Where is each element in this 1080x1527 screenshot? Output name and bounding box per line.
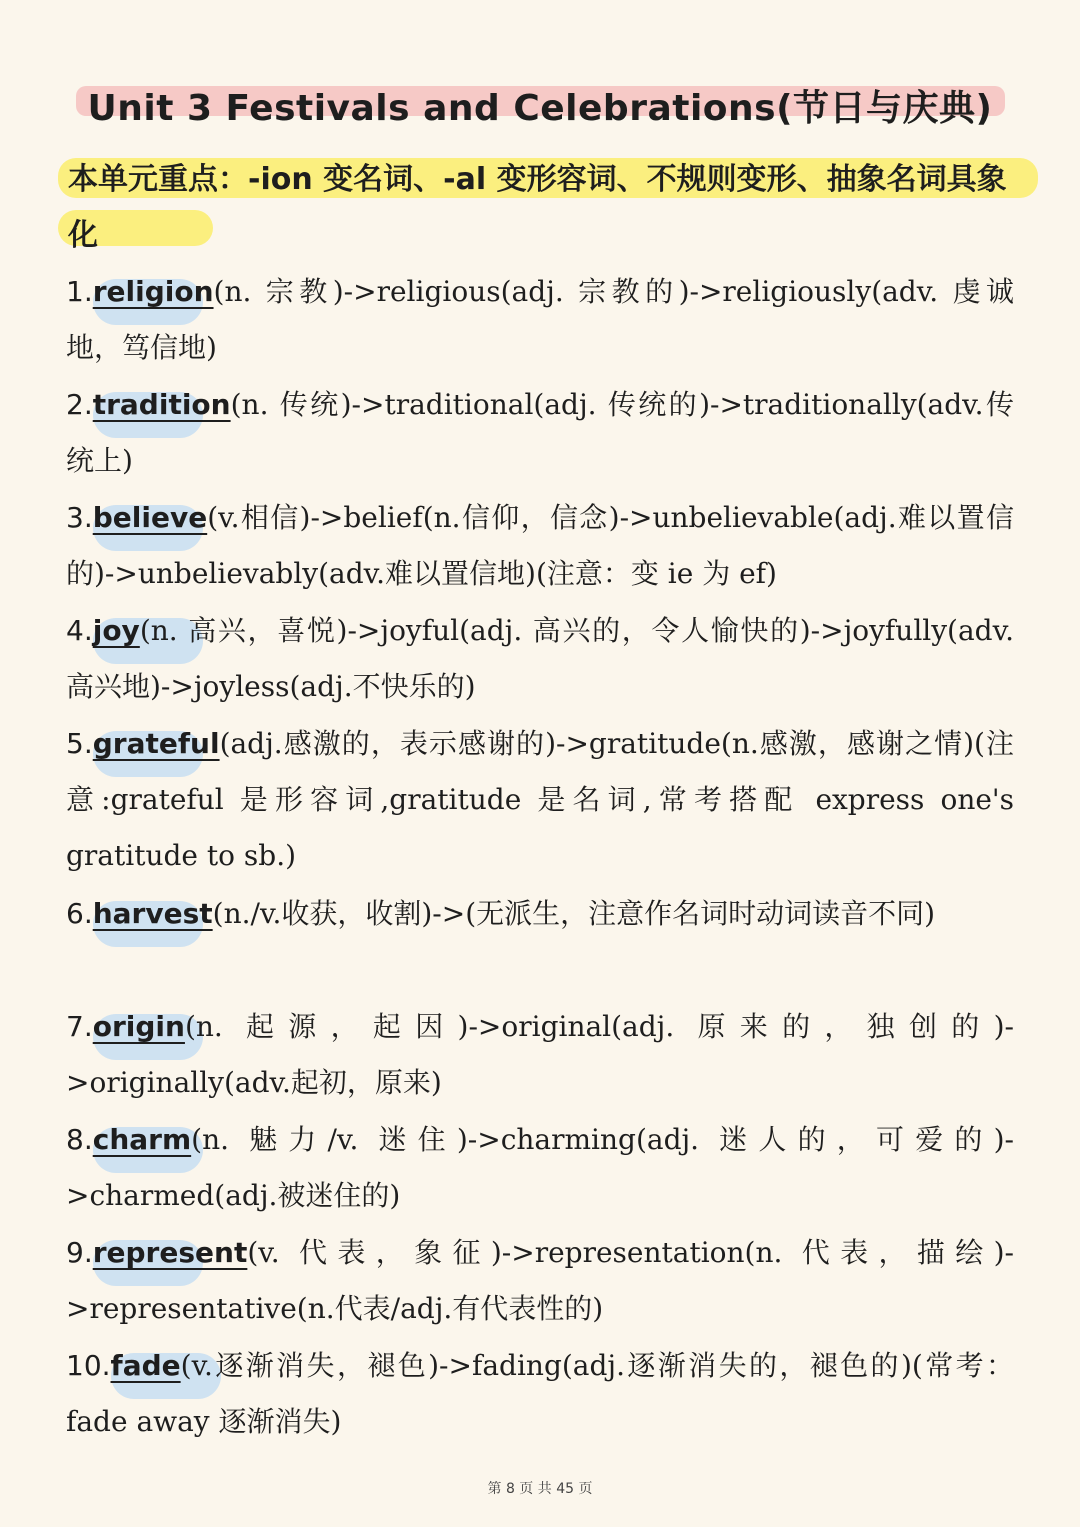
entry-word: joy xyxy=(92,614,140,647)
entry-derivatives: (adj.感激的，表示感谢的)->gratitude(n.感激，感谢之情)(注意:grateful 是形容词,gratitude 是名词,常考搭配 express one's gratitude to sb.) xyxy=(66,727,1014,872)
entry-number: 3. xyxy=(66,501,93,534)
entry-number: 1. xyxy=(66,275,93,308)
vocab-entry xyxy=(66,1225,1014,1337)
entry-number: 5. xyxy=(66,727,93,760)
entry-derivatives: (n. 传统)->traditional(adj. 传统的)->traditionally(adv.传统上) xyxy=(66,388,1014,477)
entry-number: 4. xyxy=(66,614,93,647)
entry-number: 9. xyxy=(66,1236,93,1269)
entry-derivatives: (n. 宗教)->religious(adj. 宗教的)->religiously(adv. 虔诚地，笃信地) xyxy=(66,275,1014,364)
entry-word: fade xyxy=(110,1349,181,1382)
entry-derivatives: (n. 高兴，喜悦)->joyful(adj. 高兴的，令人愉快的)->joyfully(adv.高兴地)->joyless(adj.不快乐的) xyxy=(66,614,1014,703)
entry-derivatives: (v.逐渐消失，褪色)->fading(adj.逐渐消失的，褪色的)(常考：fade away 逐渐消失) xyxy=(66,1349,1014,1438)
entry-number: 7. xyxy=(66,1010,93,1043)
title-block xyxy=(0,80,1080,131)
entry-word: charm xyxy=(92,1123,192,1156)
entry-word: believe xyxy=(92,501,208,534)
vocab-entry xyxy=(66,999,1014,1111)
entry-derivatives: (v.相信)->belief(n.信仰，信念)->unbelievable(adj.难以置信的)->unbelievably(adv.难以置信地)(注意：变 ie 为 ef) xyxy=(66,501,1014,590)
entry-derivatives: (n. 起源，起因)->original(adj. 原来的，独创的)->originally(adv.起初，原来) xyxy=(66,1010,1014,1099)
entry-word: religion xyxy=(92,275,214,308)
vocab-entry xyxy=(66,886,1014,942)
entry-derivatives: (n. 魅力/v. 迷住)->charming(adj. 迷人的，可爱的)->charmed(adj.被迷住的) xyxy=(66,1123,1014,1212)
entry-number: 6. xyxy=(66,897,93,930)
entry-number: 8. xyxy=(66,1123,93,1156)
vocab-entry xyxy=(66,603,1014,715)
entry-number: 2. xyxy=(66,388,93,421)
entry-word: origin xyxy=(92,1010,185,1043)
entry-word: harvest xyxy=(92,897,213,930)
vocab-entry xyxy=(66,1338,1014,1450)
key-points: 本单元重点：-ion 变名词、-al 变形容词、不规则变形、抽象名词具象化 xyxy=(68,162,1007,253)
vocab-entry xyxy=(66,264,1014,376)
entry-derivatives: (v. 代表，象征)->representation(n. 代表，描绘)->representative(n.代表/adj.有代表性的) xyxy=(66,1236,1014,1325)
page-footer: 第 8 页 共 45 页 xyxy=(487,1481,593,1497)
vocab-entry xyxy=(66,716,1014,884)
vocab-entry xyxy=(66,490,1014,602)
entry-derivatives: (n./v.收获，收割)->(无派生，注意作名词时动词读音不同) xyxy=(212,897,936,930)
entry-word: grateful xyxy=(92,727,220,760)
entry-word: tradition xyxy=(92,388,231,421)
page-title: Unit 3 Festivals and Celebrations(节日与庆典) xyxy=(82,80,999,131)
vocab-entry xyxy=(66,377,1014,489)
entry-number: 10. xyxy=(66,1349,111,1382)
vocab-entry xyxy=(66,1112,1014,1224)
entry-word: represent xyxy=(92,1236,248,1269)
